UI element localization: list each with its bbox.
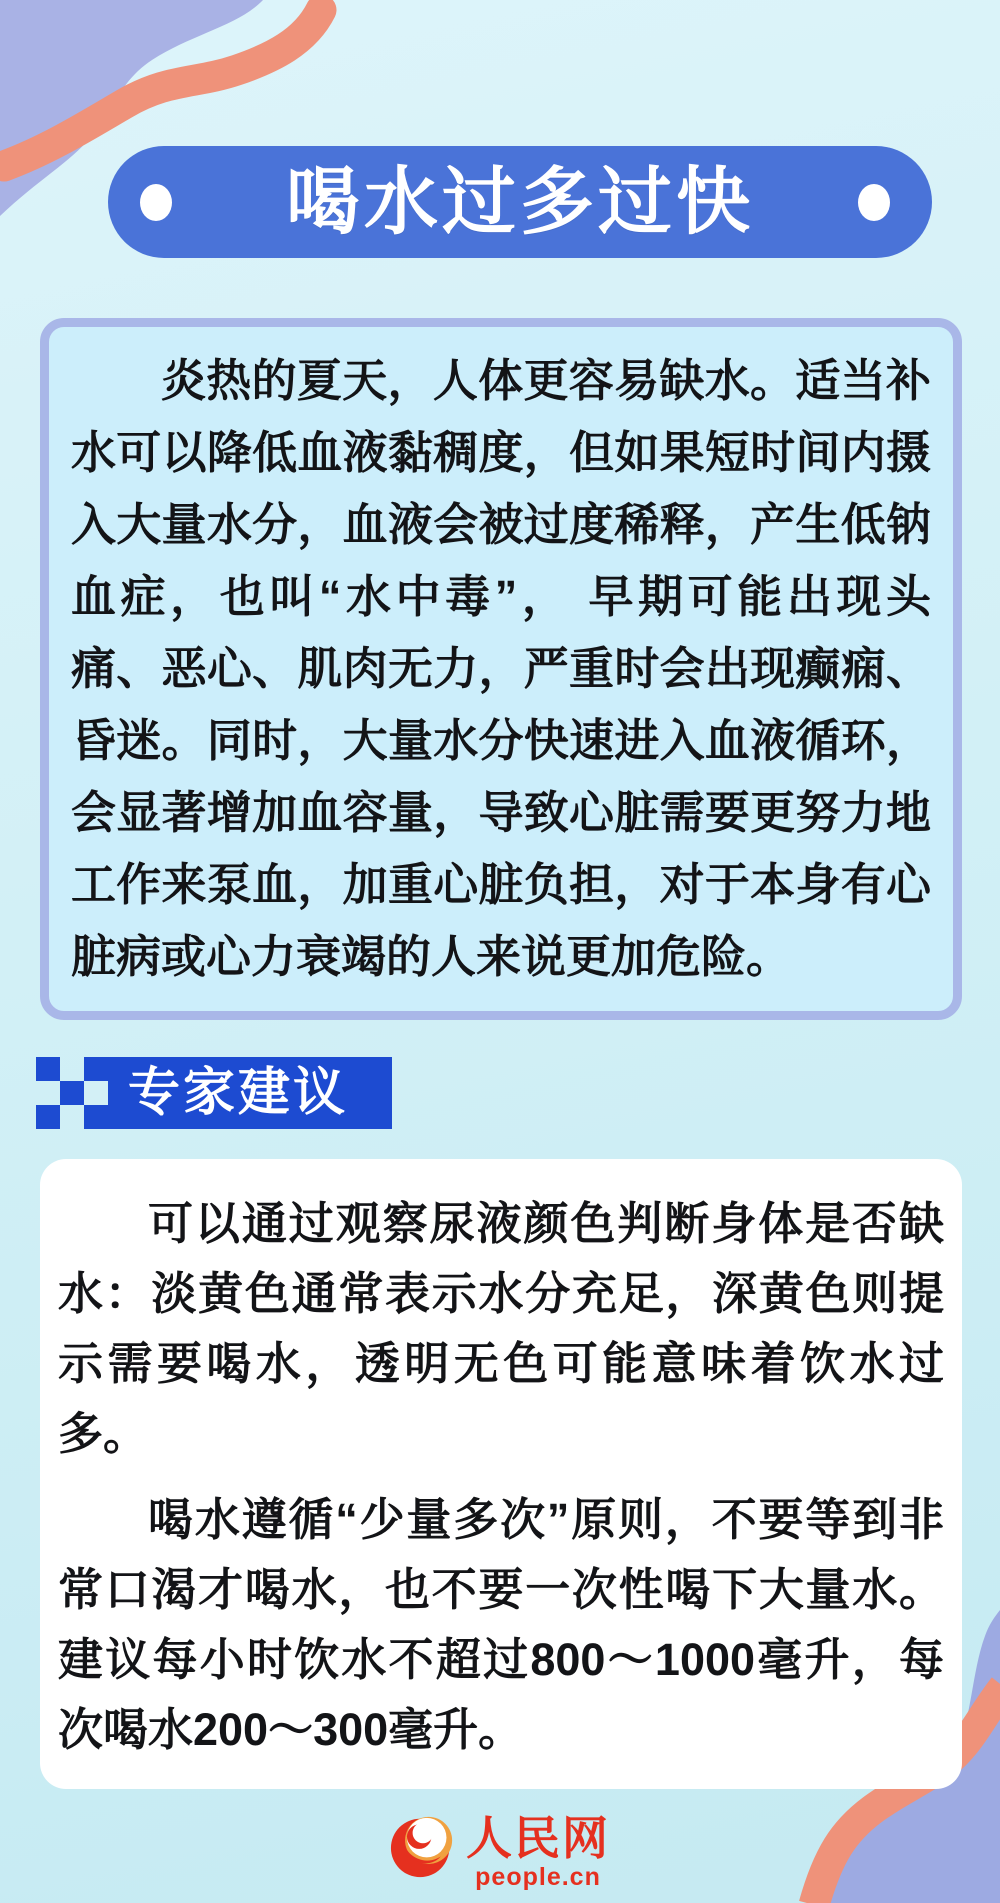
people-cn-logo-icon xyxy=(390,1812,454,1882)
intro-card xyxy=(40,318,962,1020)
intro-paragraph: 炎热的夏天，人体更容易缺水。适当补水可以降低血液黏稠度，但如果短时间内摄入大量水分，血液会被过度稀释，产生低钠血症，也叫“水中毒”， 早期可能出现头痛、恶心、肌肉无力，严重时会出现癫痫、昏迷。同时，大量水分快速进入血液循环，会显著增加血容量，导致心脏需要更努力地工作来泵血，加重心脏负担，对于本身有心脏病或心力衰竭的人来说更加危险。 xyxy=(71,355,931,982)
advice-paragraph-2: 喝水遵循“少量多次”原则，不要等到非常口渴才喝水，也不要一次性喝下大量水。建议每小时饮水不超过800～1000毫升，每次喝水200～300毫升。 xyxy=(58,1494,944,1755)
checker-square-icon xyxy=(36,1057,60,1081)
banner-dot-left-icon xyxy=(140,184,172,221)
logo-domain: people.cn xyxy=(475,1863,601,1891)
advice-paragraph-1: 可以通过观察尿液颜色判断身体是否缺水：淡黄色通常表示水分充足，深黄色则提示需要喝水，透明无色可能意味着饮水过多。 xyxy=(58,1198,944,1459)
advice-card xyxy=(40,1159,962,1789)
logo-text xyxy=(466,1812,610,1890)
section-title: 专家建议 xyxy=(127,1064,348,1122)
footer-logo xyxy=(390,1812,610,1890)
checker-notch xyxy=(84,1081,108,1105)
page-title: 喝水过多过快 xyxy=(286,160,754,243)
title-banner xyxy=(108,146,932,258)
checker-square-icon xyxy=(36,1105,60,1129)
logo-brand-name: 人民网 xyxy=(466,1812,610,1864)
section-title-banner xyxy=(84,1057,392,1129)
banner-dot-right-icon xyxy=(858,184,890,221)
checker-square-icon xyxy=(60,1081,84,1105)
